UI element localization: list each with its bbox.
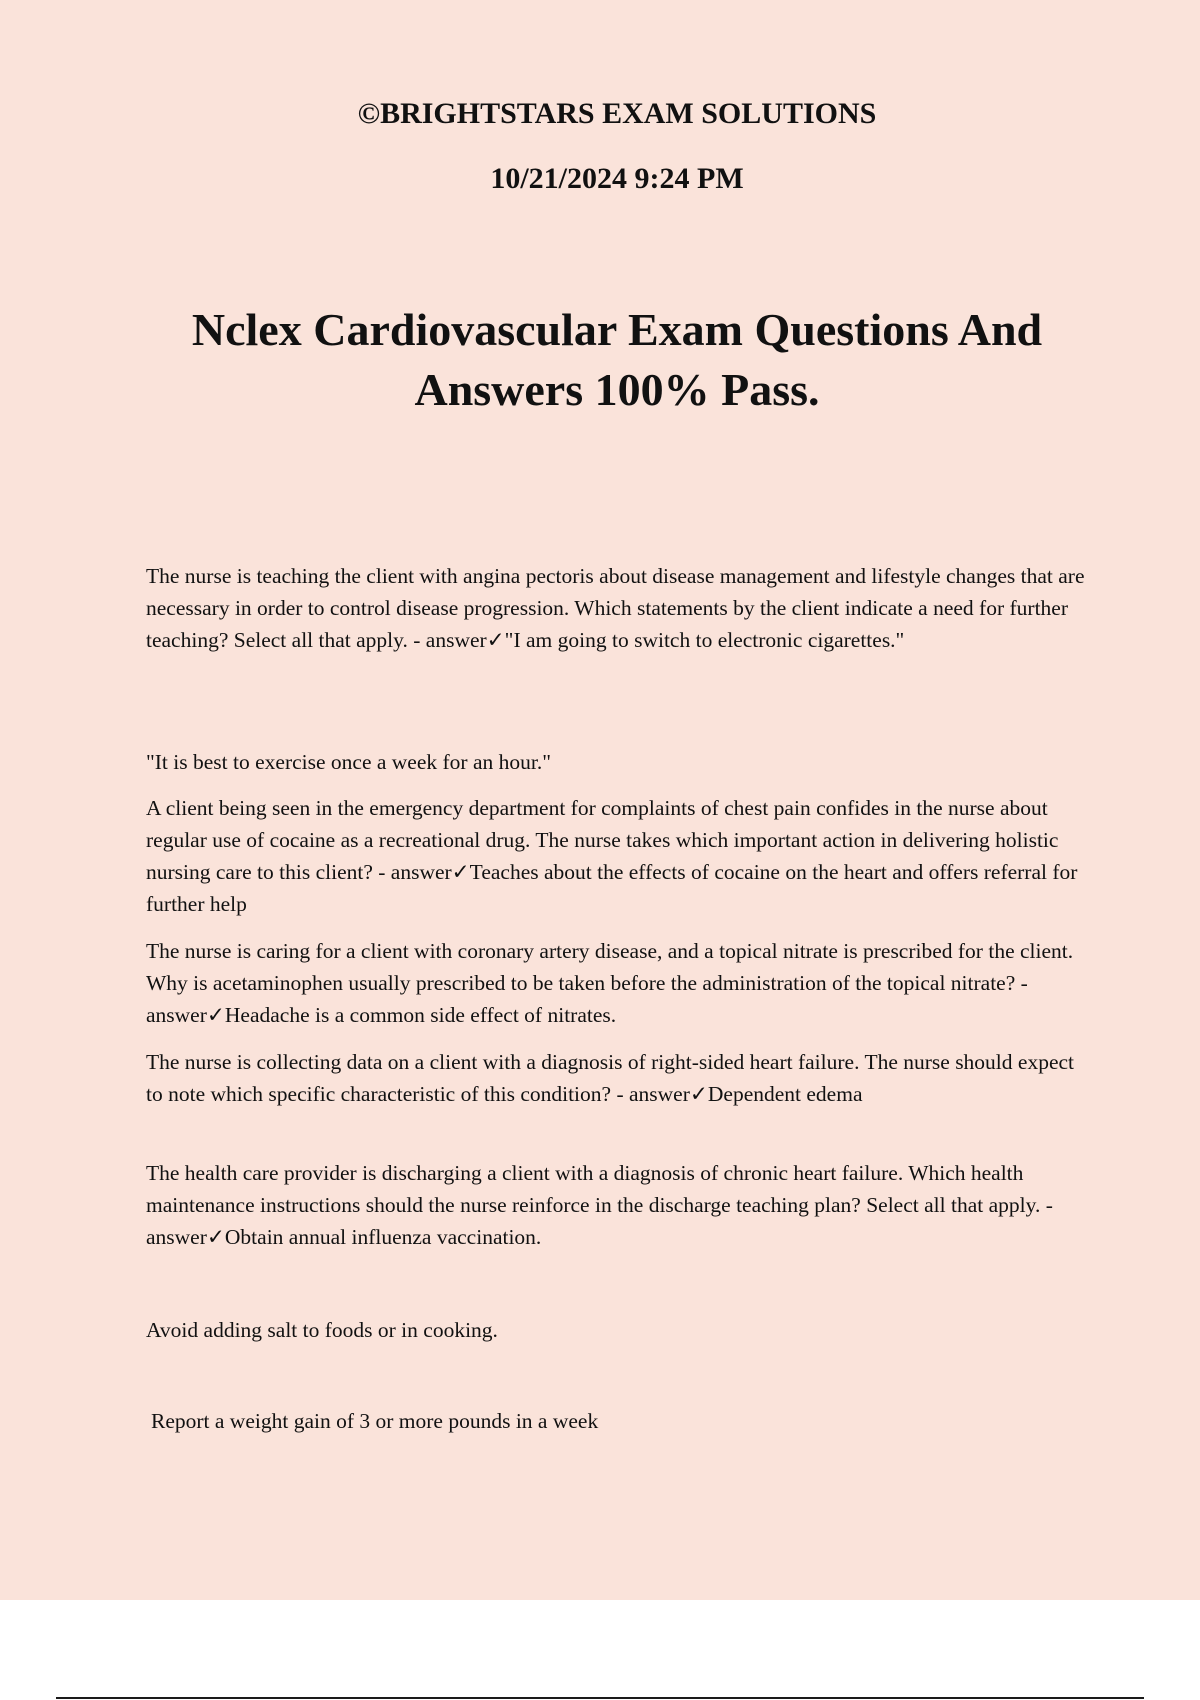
footer-divider bbox=[56, 1697, 1144, 1699]
copyright-header: ©BRIGHTSTARS EXAM SOLUTIONS bbox=[357, 97, 877, 130]
question-1: The nurse is teaching the client with angina pectoris about disease management and lifestyle changes that are necessary in order to control disease progression. Which statements by the client indicate a need for further teaching? Select all that apply. - answer✓"I am going to switch to electronic cigarettes." bbox=[146, 564, 1085, 652]
document-title bbox=[100, 300, 1134, 420]
question-5-extra-answer-1: Avoid adding salt to foods or in cooking. bbox=[146, 1318, 498, 1342]
question-5-extra-answer-2: Report a weight gain of 3 or more pounds in a week bbox=[151, 1409, 599, 1433]
question-5: The health care provider is discharging a client with a diagnosis of chronic heart failure. Which health maintenance instructions should the nurse reinforce in the discharge teaching plan? Select all that apply. - answer✓Obtain annual influenza vaccination. bbox=[146, 1161, 1053, 1249]
question-4: The nurse is collecting data on a client with a diagnosis of right-sided heart failure. The nurse should expect to note which specific characteristic of this condition? - answer✓Dependent edema bbox=[146, 1050, 1075, 1106]
document-title-line-2: Answers 100% Pass. bbox=[414, 364, 820, 415]
document-title-line-1: Nclex Cardiovascular Exam Questions And bbox=[191, 304, 1043, 355]
question-1-extra-answer: "It is best to exercise once a week for an hour." bbox=[146, 750, 552, 774]
question-2: A client being seen in the emergency department for complaints of chest pain confides in the nurse about regular use of cocaine as a recreational drug. The nurse takes which important action in delivering holistic nursing care to this client? - answer✓Teaches about the effects of cocaine on the heart and offers referral for further help bbox=[146, 796, 1078, 916]
question-3: The nurse is caring for a client with coronary artery disease, and a topical nitrate is prescribed for the client. Why is acetaminophen usually prescribed to be taken before the administration of the topical nitrate? - answer✓Headache is a common side effect of nitrates. bbox=[146, 939, 1074, 1027]
timestamp-header: 10/21/2024 9:24 PM bbox=[490, 162, 744, 195]
